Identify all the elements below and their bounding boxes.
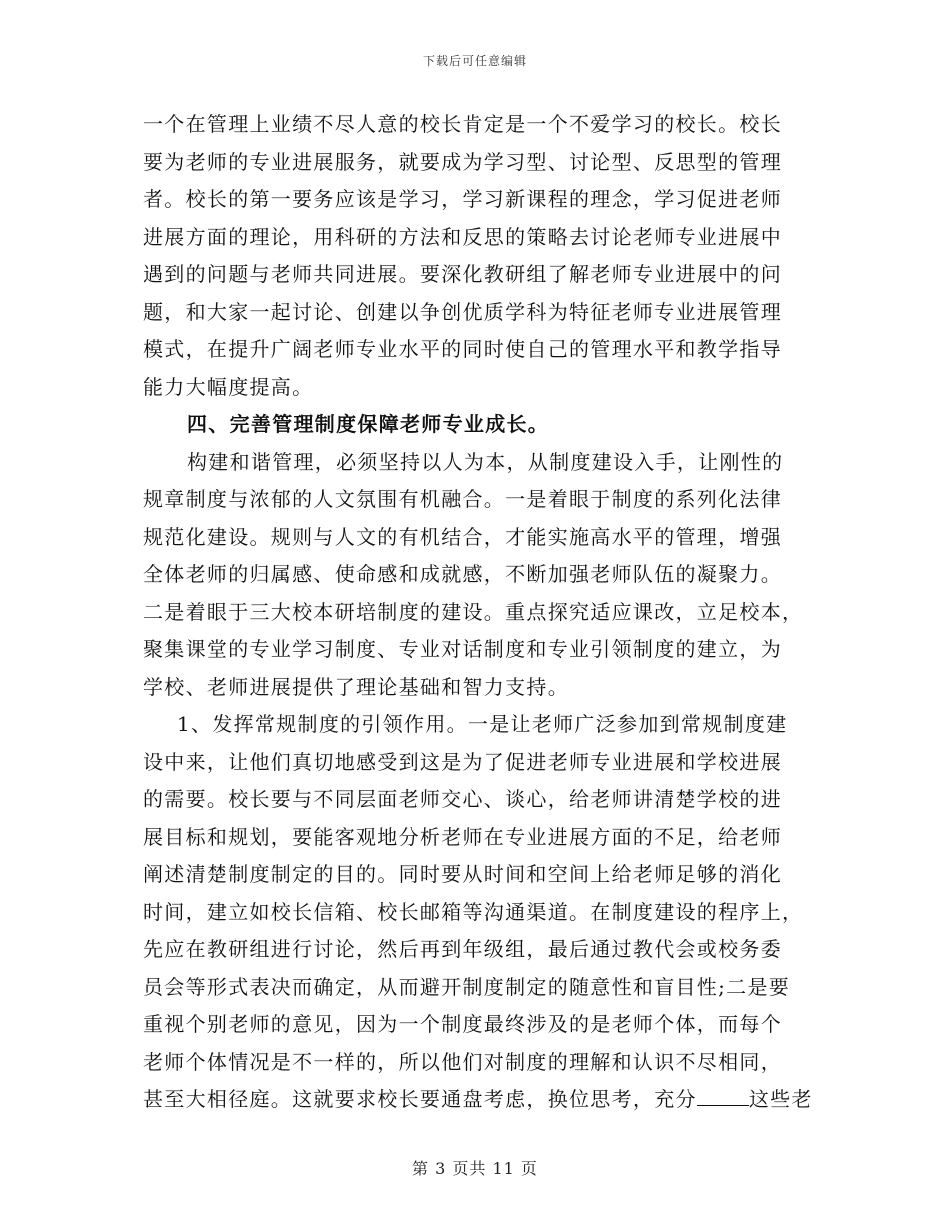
text-line: 的需要。校长要与不同层面老师交心、谈心，给老师讲清楚学校的进 <box>143 787 782 811</box>
text-line: 规范化建设。规则与人文的有机结合，才能实施高水平的管理，增强 <box>143 524 782 549</box>
text-line: 遇到的问题与老师共同进展。要深化教研组了解老师专业进展中的问 <box>143 262 782 286</box>
text-line: 设中来，让他们真切地感受到这是为了促进老师专业进展和学校进展 <box>143 749 782 774</box>
text-line: 阐述清楚制度制定的目的。同时要从时间和空间上给老师足够的消化 <box>143 862 782 886</box>
text-line: 学校、老师进展提供了理论基础和智力支持。 <box>143 674 569 699</box>
paragraph-2 <box>143 444 807 707</box>
text-line: 模式，在提升广阔老师专业水平的同时使自己的管理水平和教学指导 <box>143 337 782 361</box>
text-line: 时间，建立如校长信箱、校长邮箱等沟通渠道。在制度建设的程序上， <box>143 899 804 924</box>
text-fragment-tail: 这些老 <box>748 1087 813 1111</box>
paragraph-3 <box>143 706 813 1119</box>
text-line: 老师个体情况是不一样的，所以他们对制度的理解和认识不尽相同， <box>143 1049 782 1074</box>
text-line: 进展方面的理论，用科研的方法和反思的策略去讨论老师专业进展中 <box>143 224 782 249</box>
text-line: 先应在教研组进行讨论，然后再到年级组，最后通过教代会或校务委 <box>143 937 782 961</box>
text-line: 者。校长的第一要务应该是学习，学习新课程的理念，学习促进老师 <box>143 187 782 211</box>
text-line: 题，和大家一起讨论、创建以争创优质学科为特征老师专业进展管理 <box>143 299 782 324</box>
page-header-note: 下载后可任意编辑 <box>422 54 527 68</box>
text-line-last <box>143 1081 813 1119</box>
text-line: 规章制度与浓郁的人文氛围有机融合。一是着眼于制度的系列化法律 <box>143 487 782 511</box>
text-line: 一个在管理上业绩不尽人意的校长肯定是一个不爱学习的校长。校长 <box>143 112 782 136</box>
text-line: 构建和谐管理，必须坚持以人为本，从制度建设入手，让刚性的 <box>187 449 784 474</box>
text-line: 全体老师的归属感、使命感和成就感，不断加强老师队伍的凝聚力。 <box>143 562 782 586</box>
text-line: 1、发挥常规制度的引领作用。一是让老师广泛参加到常规制度建 <box>177 712 788 736</box>
section-heading: 四、完善管理制度保障老师专业成长。 <box>187 412 550 436</box>
text-line: 重视个别老师的意见，因为一个制度最终涉及的是老师个体，而每个 <box>143 1012 782 1036</box>
text-line: 要为老师的专业进展服务，就要成为学习型、讨论型、反思型的管理 <box>143 149 782 174</box>
paragraph-1 <box>143 106 807 406</box>
text-fragment: 甚至大相径庭。这就要求校长要通盘考虑，换位思考，充分 <box>143 1087 697 1111</box>
text-line: 聚集课堂的专业学习制度、专业对话制度和专业引领制度的建立，为 <box>143 637 782 661</box>
fill-in-blank <box>697 1087 749 1106</box>
page-number: 第 3 页共 11 页 <box>412 1159 538 1178</box>
text-line: 员会等形式表决而确定，从而避开制度制定的随意性和盲目性;二是要 <box>143 974 791 999</box>
text-line: 二是着眼于三大校本研培制度的建设。重点探究适应课改，立足校本， <box>143 599 804 624</box>
text-line: 能力大幅度提高。 <box>143 374 314 399</box>
text-line: 展目标和规划，要能客观地分析老师在专业进展方面的不足，给老师 <box>143 824 782 849</box>
document-body <box>143 106 813 1119</box>
